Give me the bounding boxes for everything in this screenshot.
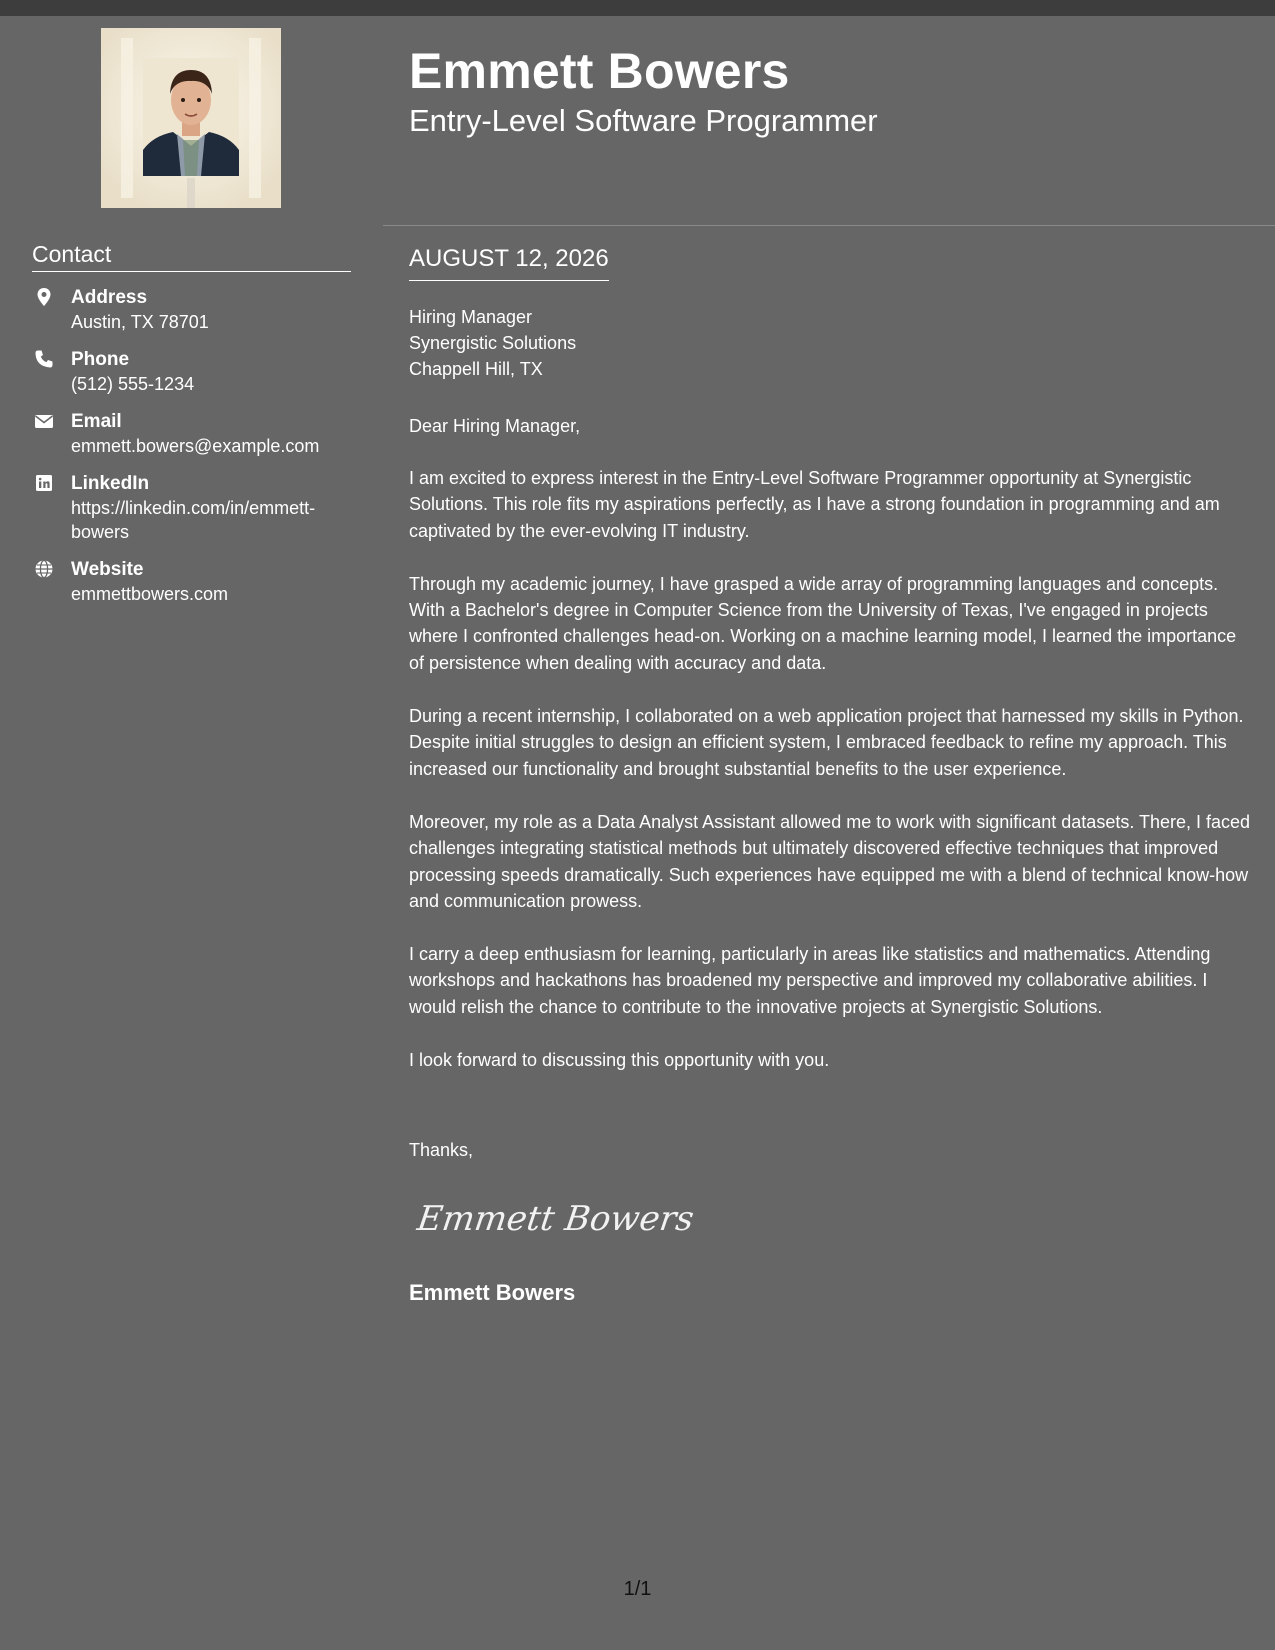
- recipient-line: Chappell Hill, TX: [409, 359, 543, 379]
- page-number: 1/1: [623, 1578, 652, 1600]
- contact-phone-value: (512) 555-1234: [71, 374, 195, 394]
- contact-email-value[interactable]: emmett.bowers@example.com: [71, 436, 320, 456]
- envelope-icon: [34, 411, 54, 431]
- contact-address: [32, 286, 362, 334]
- contact-website: [32, 558, 362, 606]
- signed-name: Emmett Bowers: [409, 1280, 576, 1305]
- contact-linkedin-label: LinkedIn: [71, 473, 150, 494]
- body-paragraph: Moreover, my role as a Data Analyst Assistant allowed me to work with significant datasets. There, I faced challenges integrating statistical methods but ultimately discovered effective techniques that improved processing speeds dramatically. Such experiences have equipped me with a blend of technical know-how and communication prowess.: [409, 811, 1251, 911]
- body-paragraph: I look forward to discussing this opportunity with you.: [409, 1050, 830, 1071]
- letter-body: [409, 465, 1254, 1100]
- letter-date: AUGUST 12, 2026: [409, 245, 609, 281]
- contact-phone: [32, 348, 362, 396]
- globe-icon: [34, 559, 54, 579]
- cover-letter-page: [0, 16, 1275, 1650]
- contact-email: [32, 410, 362, 458]
- contact-website-value[interactable]: emmettbowers.com: [71, 584, 229, 604]
- contact-email-label: Email: [71, 411, 122, 432]
- contact-list: [32, 286, 362, 620]
- recipient-block: [409, 304, 576, 382]
- profile-photo: [101, 28, 281, 208]
- phone-icon: [34, 349, 54, 369]
- body-paragraph: I carry a deep enthusiasm for learning, particularly in areas like statistics and mathematics. Attending workshops and hackathons has broadened my perspective and improved my collaborative abilities. I would relish the chance to contribute to the innovative projects at Synergistic Solutions.: [409, 944, 1211, 1017]
- body-paragraph: During a recent internship, I collaborated on a web application project that harnessed my skills in Python. Despite initial struggles to design an efficient system, I embraced feedback to refine my approach. This increased our functionality and brought substantial benefits to the user experience.: [409, 706, 1244, 779]
- contact-address-label: Address: [71, 287, 148, 308]
- contact-linkedin-value[interactable]: https://linkedin.com/in/emmett-bowers: [71, 498, 316, 542]
- contact-heading: Contact: [32, 242, 351, 272]
- contact-phone-label: Phone: [71, 349, 130, 370]
- closing: Thanks,: [409, 1140, 474, 1160]
- applicant-role: Entry-Level Software Programmer: [409, 103, 878, 138]
- top-bar: [0, 0, 1275, 16]
- recipient-line: Hiring Manager: [409, 307, 533, 327]
- avatar: [101, 28, 281, 208]
- handwritten-signature: [414, 1188, 697, 1248]
- recipient-line: Synergistic Solutions: [409, 333, 577, 353]
- contact-address-value: Austin, TX 78701: [71, 312, 209, 332]
- contact-linkedin: [32, 472, 362, 544]
- salutation: Dear Hiring Manager,: [409, 416, 581, 436]
- body-paragraph: I am excited to express interest in the Entry-Level Software Programmer opportunity at Synergistic Solutions. This role fits my aspirations perfectly, as I have a strong foundation in programming and am captivated by the ever-evolving IT industry.: [409, 468, 1220, 541]
- applicant-name: Emmett Bowers: [409, 43, 790, 99]
- svg-text:Emmett Bowers: Emmett Bowers: [414, 1199, 697, 1239]
- header-divider: [383, 225, 1275, 226]
- location-pin-icon: [34, 287, 54, 307]
- linkedin-icon: [34, 473, 54, 493]
- contact-website-label: Website: [71, 559, 144, 580]
- body-paragraph: Through my academic journey, I have grasped a wide array of programming languages and concepts. With a Bachelor's degree in Computer Science from the University of Texas, I've engaged in projects where I confronted challenges head-on. Working on a machine learning model, I learned the importance of persistence when dealing with accuracy and data.: [409, 573, 1237, 673]
